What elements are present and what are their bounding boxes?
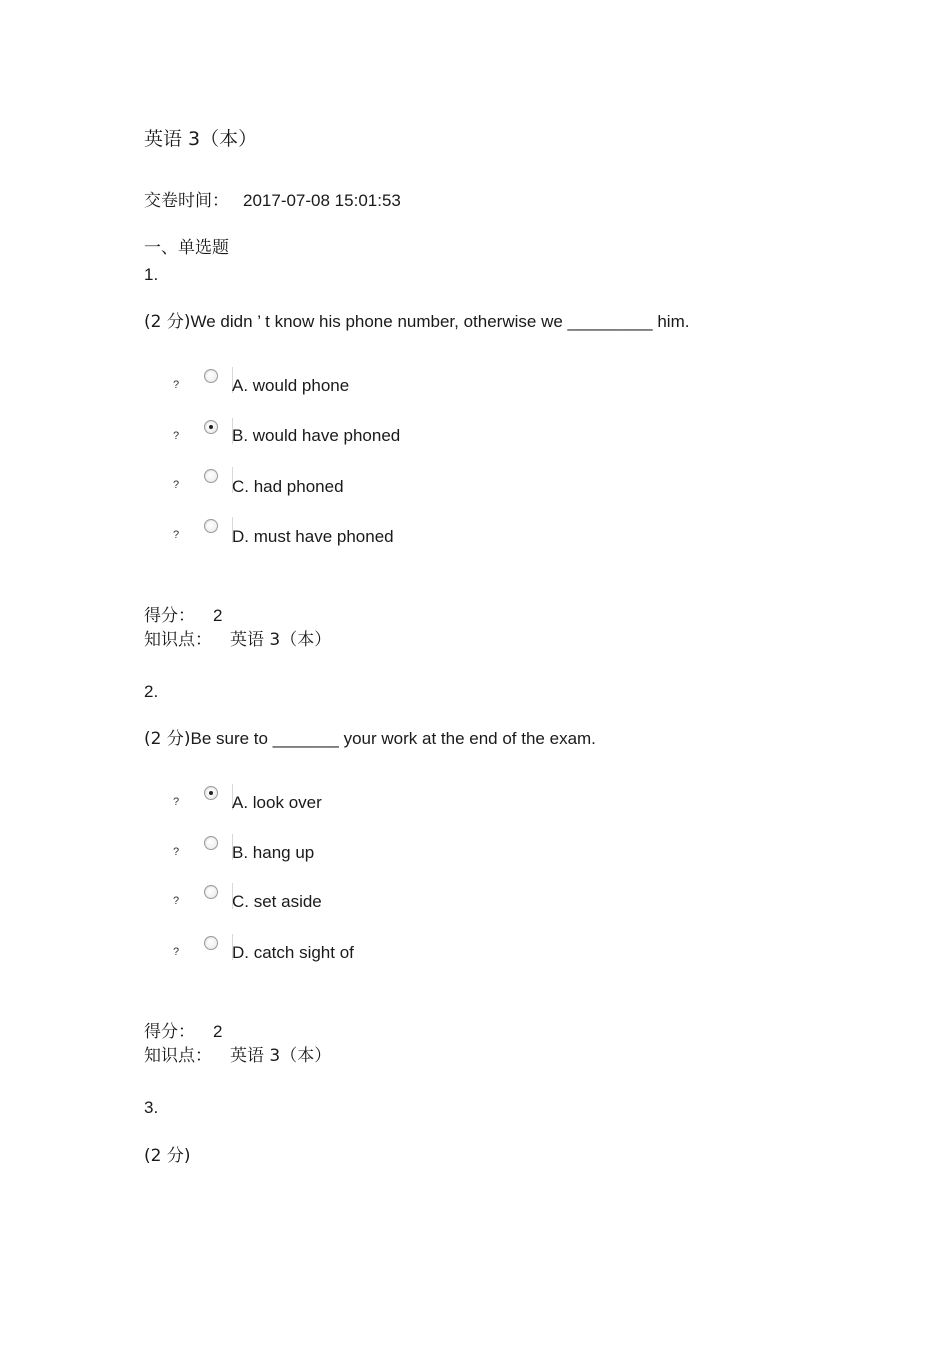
question-text <box>144 1147 190 1165</box>
radio-icon[interactable] <box>204 469 218 483</box>
option-radio-c[interactable] <box>202 467 233 493</box>
option-label-a[interactable]: A. look over <box>232 793 322 812</box>
score-label: 得分： <box>144 1022 195 1042</box>
score-row <box>144 1023 222 1041</box>
question-text <box>144 730 596 748</box>
option-marker: ? <box>173 529 180 541</box>
option-radio-d[interactable] <box>202 517 233 543</box>
radio-icon[interactable] <box>204 519 218 533</box>
option-label-d[interactable]: D. catch sight of <box>232 943 354 962</box>
option-radio-a[interactable] <box>202 784 233 810</box>
option-label-b[interactable]: B. would have phoned <box>232 426 401 445</box>
question-points: (2 分) <box>144 729 191 749</box>
option-radio-a[interactable] <box>202 367 233 393</box>
option-marker: ? <box>173 430 180 442</box>
knowledge-point-row <box>144 632 331 649</box>
option-marker: ? <box>173 796 180 808</box>
option-radio-b[interactable] <box>202 834 233 860</box>
option-marker: ? <box>173 479 180 491</box>
option-marker: ? <box>173 895 180 907</box>
knowledge-point-label: 知识点： <box>144 1046 212 1066</box>
radio-icon[interactable] <box>204 836 218 850</box>
knowledge-point-row <box>144 1048 331 1065</box>
question-points: (2 分) <box>144 1146 191 1166</box>
question-number: 2. <box>144 682 159 701</box>
radio-icon[interactable] <box>204 369 218 383</box>
option-radio-b[interactable] <box>202 418 233 444</box>
radio-selected-icon[interactable] <box>204 420 218 434</box>
question-points: (2 分) <box>144 312 191 332</box>
option-label-c[interactable]: C. set aside <box>232 892 322 911</box>
question-number: 1. <box>144 265 159 284</box>
submit-time-row <box>144 192 401 210</box>
score-label: 得分： <box>144 606 195 626</box>
option-label-b[interactable]: B. hang up <box>232 843 315 862</box>
question-text <box>144 313 689 331</box>
question-number: 3. <box>144 1098 159 1117</box>
submit-time-label: 交卷时间： <box>144 191 229 211</box>
knowledge-point-value: 英语 3（本） <box>230 630 332 650</box>
question-stem: We didn ’ t know his phone number, otherwise we _________ him. <box>190 312 690 331</box>
score-row <box>144 607 222 625</box>
score-value: 2 <box>213 606 223 625</box>
option-marker: ? <box>173 946 180 958</box>
option-label-a[interactable]: A. would phone <box>232 376 350 395</box>
option-radio-c[interactable] <box>202 883 233 909</box>
option-marker: ? <box>173 379 180 391</box>
option-label-d[interactable]: D. must have phoned <box>232 527 394 546</box>
knowledge-point-value: 英语 3（本） <box>230 1046 332 1066</box>
page-title: 英语 3（本） <box>144 128 258 150</box>
radio-icon[interactable] <box>204 936 218 950</box>
radio-icon[interactable] <box>204 885 218 899</box>
option-marker: ? <box>173 846 180 858</box>
section-heading: 一、单选题 <box>144 238 229 258</box>
option-label-c[interactable]: C. had phoned <box>232 477 344 496</box>
score-value: 2 <box>213 1022 223 1041</box>
option-radio-d[interactable] <box>202 934 233 960</box>
radio-selected-icon[interactable] <box>204 786 218 800</box>
knowledge-point-label: 知识点： <box>144 630 212 650</box>
question-stem: Be sure to _______ your work at the end of the exam. <box>190 729 596 748</box>
submit-time-value: 2017-07-08 15:01:53 <box>243 191 401 210</box>
